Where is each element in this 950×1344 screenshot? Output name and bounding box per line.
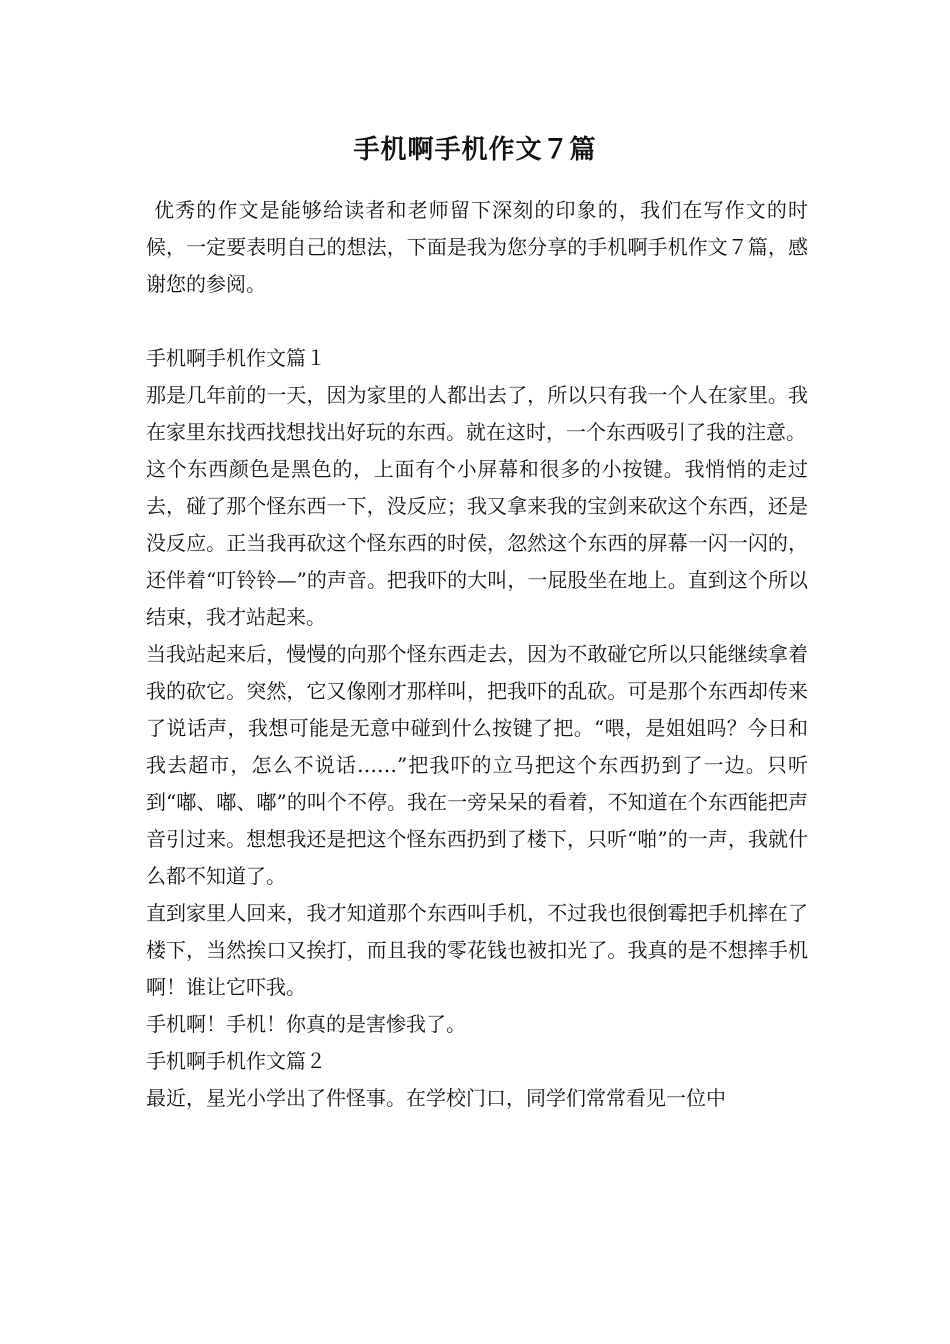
body-paragraph: 最近，星光小学出了件怪事。在学校门口，同学们常常看见一位中 xyxy=(146,1086,726,1110)
paragraph-gap xyxy=(146,303,808,340)
section-heading: 手机啊手机作文篇２ xyxy=(146,1049,326,1073)
body-paragraph: 这个东西颜色是黑色的，上面有个小屏幕和很多的小按键。我悄悄的走过去，碰了那个怪东西一下，没反应；我又拿来我的宝剑来砍这个东西，还是没反应。正当我再砍这个怪东西的时侯，忽然这个东西的屏幕一闪一闪的，还伴着“叮铃铃—”的声音。把我吓的大叫，一屁股坐在地上。直到这个所以结束，我才站起来。 xyxy=(146,457,808,629)
intro-paragraph: 优秀的作文是能够给读者和老师留下深刻的印象的，我们在写作文的时候，一定要表明自己的想法，下面是我为您分享的手机啊手机作文７篇，感谢您的参阅。 xyxy=(146,198,808,296)
section-heading: 手机啊手机作文篇１ xyxy=(146,346,326,370)
document-body xyxy=(146,192,808,1117)
body-paragraph: 当我站起来后，慢慢的向那个怪东西走去，因为不敢碰它所以只能继续拿着我的砍它。突然，它又像刚才那样叫，把我吓的乱砍。可是那个东西却传来了说话声，我想可能是无意中碰到什么按键了把。“喂，是姐姐吗？今日和我去超市，怎么不说话……”把我吓的立马把这个东西扔到了一边。只听到“嘟、嘟、嘟”的叫个不停。我在一旁呆呆的看着，不知道在个东西能把声音引过来。想想我还是把这个怪东西扔到了楼下，只听“啪”的一声，我就什么都不知道了。 xyxy=(146,642,808,888)
body-paragraph: 手机啊！手机！你真的是害惨我了。 xyxy=(146,1012,466,1036)
body-paragraph: 直到家里人回来，我才知道那个东西叫手机，不过我也很倒霉把手机摔在了楼下，当然挨口又挨打，而且我的零花钱也被扣光了。我真的是不想摔手机啊！谁让它吓我。 xyxy=(146,901,808,999)
body-paragraph: 那是几年前的一天，因为家里的人都出去了，所以只有我一个人在家里。我在家里东找西找想找出好玩的东西。就在这时，一个东西吸引了我的注意。 xyxy=(146,383,808,444)
document-title: 手机啊手机作文７篇 xyxy=(353,135,597,165)
